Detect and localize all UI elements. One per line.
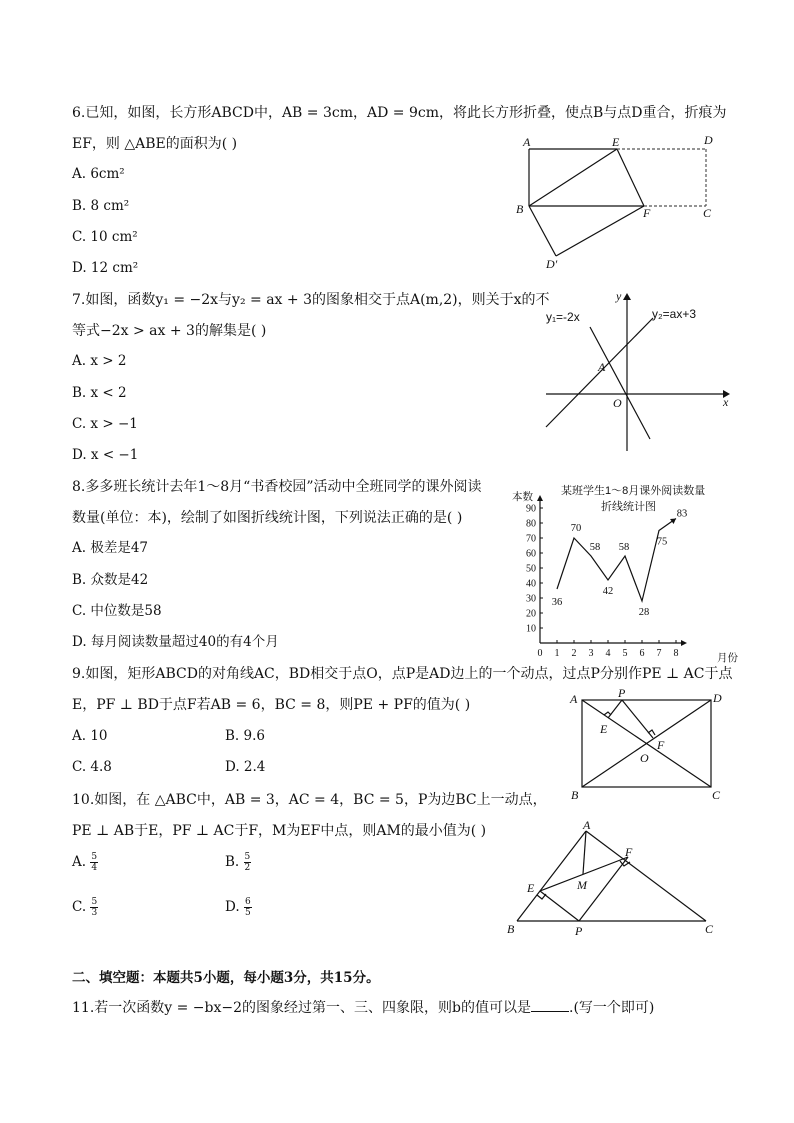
chart-ytick-label: 50 — [526, 563, 536, 575]
q9-label-o: O — [640, 751, 649, 765]
q7-option-b: B. x < 2 — [72, 385, 127, 401]
chart-xtick-label: 2 — [571, 648, 577, 659]
q6-text-line1: 6.已知，如图，长方形ABCD中，AB = 3cm，AD = 9cm，将此长方形折叠，使点B与点D重合，折痕为 — [72, 105, 727, 121]
q10-label-e: E — [527, 881, 535, 895]
chart-ytick-label: 60 — [526, 548, 536, 560]
q10-label-f: F — [625, 845, 633, 859]
q6-label-c: C — [703, 206, 712, 220]
chart-xtick-label: 6 — [639, 648, 645, 659]
chart-ylabel: 本数 — [512, 491, 533, 503]
q8-option-d: D. 每月阅读数量超过40的有4个月 — [72, 634, 279, 650]
chart-xtick-label: 3 — [588, 648, 594, 659]
q9-option-a: A. 10 — [72, 728, 108, 744]
chart-ytick-label: 80 — [526, 518, 536, 530]
chart-xlabel: 月份 — [717, 652, 738, 664]
q7-label-o: O — [613, 396, 622, 410]
q7-text-line1: 7.如图，函数y₁ = −2x与y₂ = ax + 3的图象相交于点A(m,2)，则关于x的不 — [72, 292, 550, 308]
chart-title: 某班学生1～8月课外阅读数量 — [561, 485, 706, 497]
q7-label-y2: y₂=ax+3 — [652, 307, 697, 321]
chart-xtick-label: 7 — [656, 648, 662, 659]
chart-xtick-label: 4 — [605, 648, 611, 659]
q8-text-line1: 8.多多班长统计去年1～8月“书香校园”活动中全班同学的课外阅读 — [72, 479, 482, 495]
chart-data-label: 83 — [676, 508, 688, 520]
q7-text-line2: 等式−2x > ax + 3的解集是( ) — [72, 323, 267, 339]
q7-option-c: C. x > −1 — [72, 416, 138, 432]
chart-xtick-label: 5 — [622, 648, 628, 659]
chart-data-label: 58 — [618, 542, 630, 553]
q10-label-c: C — [705, 922, 714, 936]
q8-option-c: C. 中位数是58 — [72, 603, 162, 619]
q10-option-a-fraction: $\frac{5}{4}$ — [91, 852, 98, 873]
chart-data-label: 58 — [589, 542, 601, 553]
chart-ytick-label: 20 — [526, 608, 536, 620]
chart-xtick-label: 1 — [554, 648, 560, 659]
q8-option-b: B. 众数是42 — [72, 572, 149, 588]
chart-data-label: 28 — [638, 607, 650, 618]
q10-label-a: A — [583, 818, 591, 832]
q9-label-a: A — [570, 692, 578, 706]
chart-xtick-label: 8 — [673, 648, 679, 659]
q9-text-line1: 9.如图，矩形ABCD的对角线AC，BD相交于点O，点P是AD边上的一个动点，过点P分别作PE ⊥ AC于点 — [72, 666, 733, 682]
q9-label-b: B — [571, 788, 579, 802]
q8-text-line2: 数量(单位：本)，绘制了如图折线统计图，下列说法正确的是( ) — [72, 510, 463, 526]
q7-label-a: A — [598, 360, 606, 374]
q10-label-b: B — [507, 922, 515, 936]
q10-text-line1: 10.如图，在 △ABC中，AB = 3，AC = 4，BC = 5，P为边BC上一动点， — [72, 792, 547, 808]
section-heading-fill-in: 二、填空题：本题共5小题，每小题3分，共15分。 — [72, 970, 380, 986]
q6-label-f: F — [643, 206, 651, 220]
q10-option-b: B. $\frac{5}{2}$ — [225, 852, 251, 873]
chart-data-label: 42 — [602, 586, 614, 597]
q10-segment-am — [583, 831, 586, 874]
q10-option-b-fraction: $\frac{5}{2}$ — [244, 852, 251, 873]
q6-text-line2: EF，则 △ABE的面积为( ) — [72, 136, 238, 152]
q10-segment-pe — [540, 891, 579, 921]
chart-data-label: 70 — [570, 523, 582, 534]
q6-option-d: D. 12 cm² — [72, 260, 139, 276]
q10-option-a: A. $\frac{5}{4}$ — [72, 852, 98, 873]
q7-option-d: D. x < −1 — [72, 447, 139, 463]
q9-label-c: C — [712, 788, 721, 802]
q7-option-a: A. x > 2 — [72, 353, 127, 369]
q9-label-f: F — [657, 738, 665, 752]
chart-data-label: 36 — [551, 597, 563, 608]
q9-label-e: E — [600, 722, 608, 736]
q10-side-ac — [586, 831, 706, 921]
q10-option-d: D. $\frac{6}{5}$ — [225, 897, 251, 918]
q11-text: 11.若一次函数y = −bx−2的图象经过第一、三、四象限，则b的值可以是 .(写一个即可) — [72, 997, 654, 1018]
chart-data-label: 75 — [656, 536, 668, 548]
q11-answer-blank[interactable] — [531, 997, 569, 1012]
q6-label-b: B — [516, 202, 524, 216]
q6-option-b: B. 8 cm² — [72, 198, 130, 214]
q6-label-d: D — [704, 133, 713, 147]
q10-right-angle-e — [537, 894, 546, 899]
q10-text-line2: PE ⊥ AB于E，PF ⊥ AC于F，M为EF中点，则AM的最小值为( ) — [72, 823, 487, 839]
q7-label-y1: y₁=-2x — [546, 310, 580, 324]
q6-option-c: C. 10 cm² — [72, 229, 138, 245]
q6-label-a: A — [523, 135, 531, 149]
q9-text-line2: E，PF ⊥ BD于点F若AB = 6，BC = 8，则PE + PF的值为( ) — [72, 697, 471, 713]
chart-ytick-label: 10 — [526, 623, 536, 635]
q10-label-p: P — [575, 924, 583, 938]
chart-ytick-label: 40 — [526, 578, 536, 590]
chart-ytick-label: 90 — [526, 503, 536, 515]
q6-option-a: A. 6cm² — [72, 166, 125, 182]
q7-label-x: x — [723, 395, 729, 409]
chart-subtitle: 折线统计图 — [601, 501, 656, 513]
q6-label-dprime: D′ — [546, 257, 558, 271]
q10-option-c-fraction: $\frac{5}{3}$ — [91, 897, 98, 918]
q9-label-d: D — [713, 691, 722, 705]
chart-xtick-label: 0 — [537, 648, 543, 659]
q7-label-y: y — [616, 289, 622, 303]
q9-option-d: D. 2.4 — [225, 759, 266, 775]
q9-option-c: C. 4.8 — [72, 759, 112, 775]
q9-option-b: B. 9.6 — [225, 728, 265, 744]
q10-label-m: M — [577, 878, 587, 892]
q10-option-d-fraction: $\frac{6}{5}$ — [244, 897, 251, 918]
q10-side-ab — [517, 831, 586, 921]
q8-option-a: A. 极差是47 — [72, 540, 149, 556]
q6-label-e: E — [612, 135, 620, 149]
q9-label-p: P — [618, 686, 626, 700]
chart-ytick-label: 30 — [526, 593, 536, 605]
chart-ytick-label: 70 — [526, 533, 536, 545]
q10-option-c: C. $\frac{5}{3}$ — [72, 897, 98, 918]
